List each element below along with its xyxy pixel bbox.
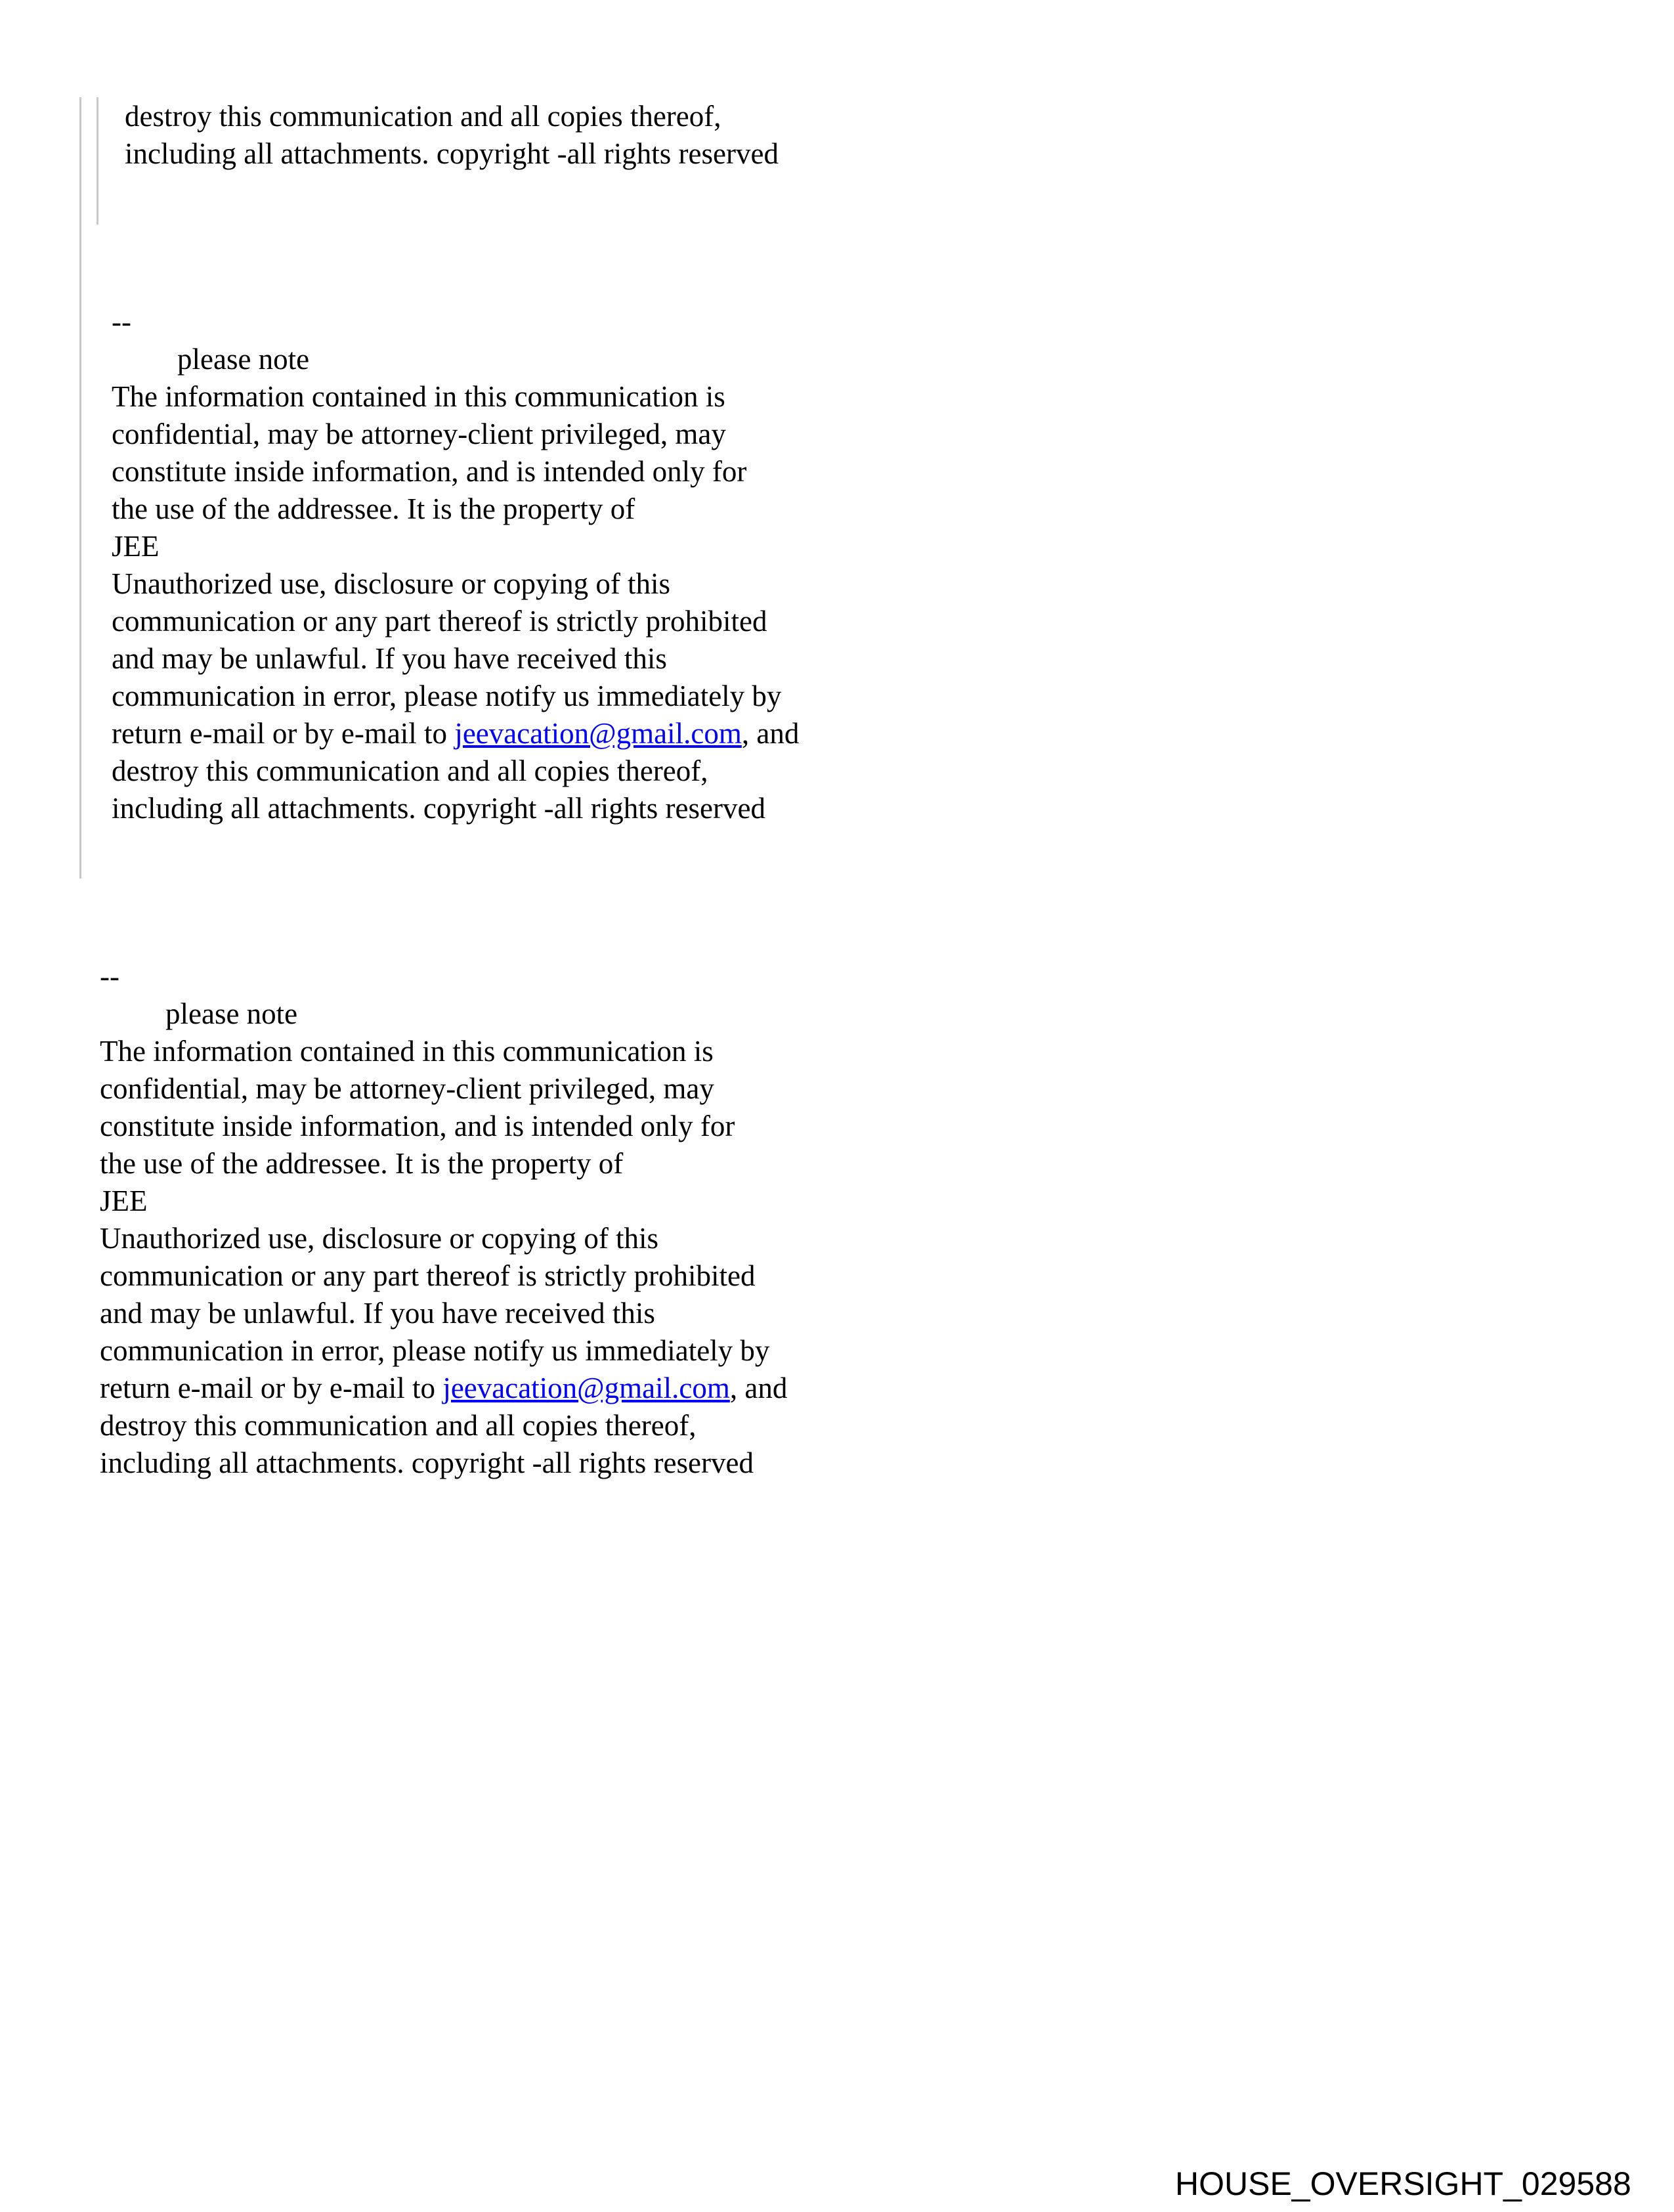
- email-line-suffix: , and: [729, 1372, 788, 1404]
- disclaimer-line: including all attachments. copyright -all rights reserved: [112, 792, 765, 825]
- email-line-suffix: , and: [741, 717, 800, 750]
- email-line-prefix: return e-mail or by e-mail to: [100, 1372, 443, 1404]
- disclaimer-line: destroy this communication and all copies thereof,: [100, 1409, 697, 1442]
- signature-separator: --: [100, 960, 119, 993]
- disclaimer-line: JEE: [112, 530, 160, 563]
- disclaimer-line: destroy this communication and all copies thereof,: [112, 754, 708, 787]
- email-line-prefix: return e-mail or by e-mail to: [112, 717, 455, 750]
- disclaimer-line: communication in error, please notify us immediately by: [112, 680, 782, 712]
- disclaimer-email-line: [100, 1370, 787, 1407]
- disclaimer-line: communication or any part thereof is strictly prohibited: [112, 605, 767, 638]
- quoted-email-fragment: [125, 98, 779, 173]
- email-disclaimer-block-1: [112, 303, 799, 827]
- disclaimer-line: The information contained in this communication is: [112, 380, 725, 413]
- disclaimer-line: confidential, may be attorney-client privileged, may: [100, 1072, 714, 1105]
- disclaimer-line: and may be unlawful. If you have received this: [100, 1297, 655, 1330]
- signature-separator: --: [112, 305, 131, 338]
- quote-indent-bar-inner: [97, 97, 98, 225]
- please-note-label: please note: [165, 997, 298, 1030]
- disclaimer-line: communication or any part thereof is strictly prohibited: [100, 1259, 756, 1292]
- disclaimer-line: confidential, may be attorney-client privileged, may: [112, 418, 726, 450]
- please-note-label: please note: [177, 343, 310, 376]
- disclaimer-line: communication in error, please notify us immediately by: [100, 1334, 770, 1367]
- disclaimer-email-line: [112, 715, 799, 752]
- quote-indent-bar-outer: [79, 97, 81, 878]
- text-line: destroy this communication and all copies thereof,: [125, 100, 721, 133]
- disclaimer-line: constitute inside information, and is intended only for: [100, 1110, 735, 1142]
- text-line: including all attachments. copyright -all rights reserved: [125, 137, 779, 170]
- disclaimer-line: the use of the addressee. It is the property of: [112, 492, 635, 525]
- email-link[interactable]: jeevacation@gmail.com: [442, 1372, 730, 1404]
- disclaimer-line: and may be unlawful. If you have received this: [112, 642, 667, 675]
- disclaimer-line: including all attachments. copyright -all rights reserved: [100, 1446, 754, 1479]
- disclaimer-line: constitute inside information, and is intended only for: [112, 455, 747, 488]
- disclaimer-line: the use of the addressee. It is the property of: [100, 1147, 624, 1180]
- disclaimer-line: The information contained in this communication is: [100, 1035, 714, 1068]
- email-disclaimer-block-2: [100, 958, 787, 1482]
- bates-number: HOUSE_OVERSIGHT_029588: [1175, 2165, 1631, 2202]
- disclaimer-line: Unauthorized use, disclosure or copying of this: [112, 567, 671, 600]
- email-link[interactable]: jeevacation@gmail.com: [454, 717, 742, 750]
- disclaimer-line: Unauthorized use, disclosure or copying of this: [100, 1222, 659, 1255]
- disclaimer-line: JEE: [100, 1184, 148, 1217]
